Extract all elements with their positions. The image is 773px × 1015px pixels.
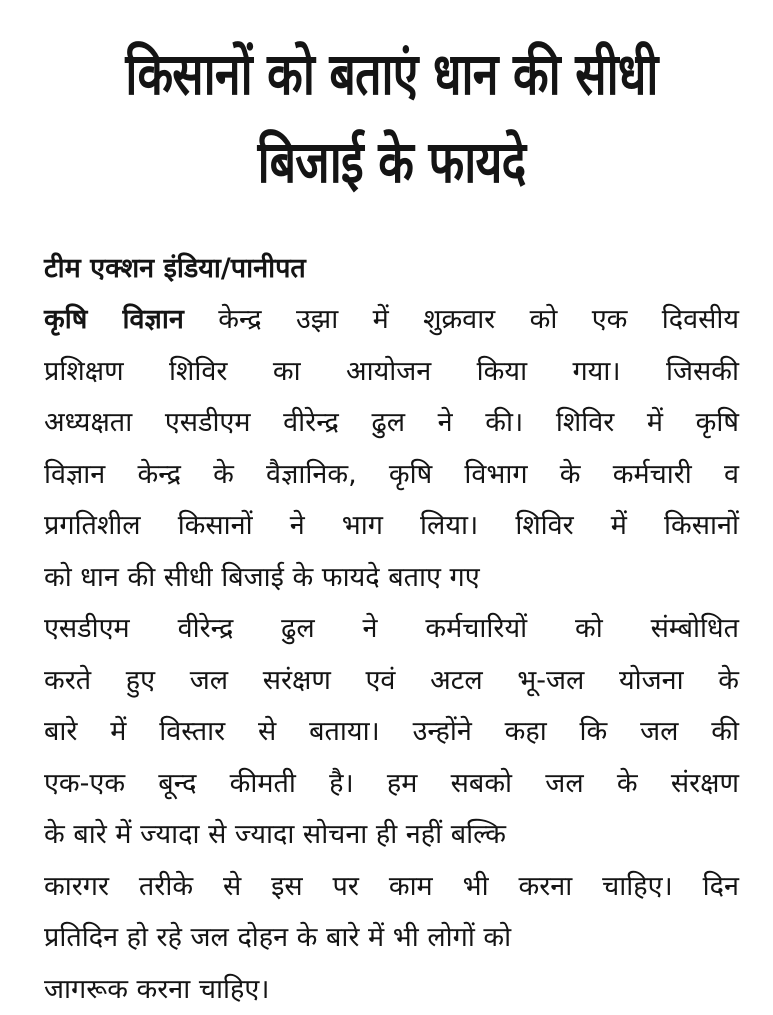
- headline-line-2: बिजाई के फायदे: [114, 118, 670, 206]
- body-row: को धान की सीधी बिजाई के फायदे बताए गए: [44, 552, 739, 604]
- body-row: बारे में विस्तार से बताया। उन्होंने कहा कि जल की: [44, 706, 739, 758]
- article-body: [44, 294, 739, 1015]
- body-row: प्रगतिशील किसानों ने भाग लिया। शिविर में किसानों: [44, 500, 739, 552]
- lead-text: कृषि विज्ञान: [44, 304, 184, 335]
- body-row: प्रशिक्षण शिविर का आयोजन किया गया। जिसकी: [44, 346, 739, 398]
- body-row: विज्ञान केन्द्र के वैज्ञानिक, कृषि विभाग के कर्मचारी व: [44, 449, 739, 501]
- body-row: अध्यक्षता एसडीएम वीरेन्द्र ढुल ने की। शिविर में कृषि: [44, 397, 739, 449]
- body-row: जागरूक करना चाहिए।: [44, 964, 739, 1015]
- headline-line-1: किसानों को बताएं धान की सीधी: [114, 30, 670, 118]
- body-row: [44, 294, 739, 346]
- body-row: एसडीएम वीरेन्द्र ढुल ने कर्मचारियों को संम्बोधित: [44, 603, 739, 655]
- body-row: कारगर तरीके से इस पर काम भी करना चाहिए। दिन: [44, 861, 739, 913]
- body-row: करते हुए जल सरंक्षण एवं अटल भू-जल योजना के: [44, 655, 739, 707]
- byline: टीम एक्शन इंडिया/पानीपत: [44, 244, 739, 294]
- headline: [114, 30, 670, 206]
- body-row: के बारे में ज्यादा से ज्यादा सोचना ही नहीं बल्कि: [44, 809, 739, 861]
- body-row: एक-एक बून्द कीमती है। हम सबको जल के संरक्षण: [44, 758, 739, 810]
- body-row: प्रतिदिन हो रहे जल दोहन के बारे में भी लोगों को: [44, 912, 739, 964]
- body-row-text: केन्द्र उझा में शुक्रवार को एक दिवसीय: [184, 304, 739, 335]
